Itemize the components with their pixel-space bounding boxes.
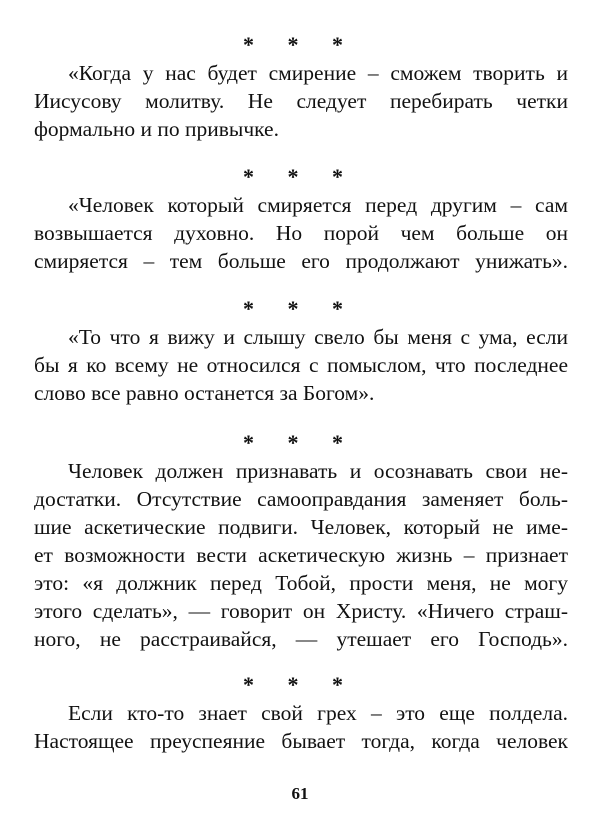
paragraph-3-line-1: «То что я вижу и слышу свело бы меня с ума, если (68, 325, 568, 349)
paragraph-1-line-1: «Когда у нас будет смирение – сможем творить и (68, 61, 568, 85)
paragraph-3-line-3: слово все равно останется за Богом». (34, 381, 375, 405)
section-separator: * * * (243, 672, 357, 697)
paragraph-2-line-3: смиряется – тем больше его продолжают унижать». (34, 249, 568, 273)
section-separator: * * * (243, 296, 357, 321)
page-number: 61 (291, 784, 309, 803)
paragraph-5-line-1: Если кто-то знает свой грех – это еще полдела. (68, 701, 568, 725)
paragraph-4-line-4: ет возможности вести аскетическую жизнь – признает (34, 543, 568, 567)
paragraph-4-line-6: этого сделать», — говорит он Христу. «Ничего страш- (34, 599, 568, 623)
paragraph-4-line-7: ного, не расстраивайся, — утешает его Господь». (34, 627, 568, 651)
paragraph-4-line-3: шие аскетические подвиги. Человек, который не име- (34, 515, 568, 539)
paragraph-5-line-2: Настоящее преуспеяние бывает тогда, когда человек (34, 729, 568, 753)
paragraph-2-line-1: «Человек который смиряется перед другим – сам (68, 193, 568, 217)
paragraph-4-line-1: Человек должен признавать и осознавать свои не- (68, 459, 568, 483)
section-separator: * * * (243, 164, 357, 189)
paragraph-4-line-5: это: «я должник перед Тобой, прости меня, не могу (34, 571, 568, 595)
section-separator: * * * (243, 430, 357, 455)
paragraph-1-line-2: Иисусову молитву. Не следует перебирать четки (34, 89, 568, 113)
paragraph-2-line-2: возвышается духовно. Но порой чем больше он (34, 221, 568, 245)
section-separator: * * * (243, 32, 357, 57)
paragraph-3-line-2: бы я ко всему не относился с помыслом, что последнее (34, 353, 568, 377)
paragraph-4-line-2: достатки. Отсутствие самооправдания заменяет боль- (34, 487, 568, 511)
paragraph-1-line-3: формально и по привычке. (34, 117, 279, 141)
